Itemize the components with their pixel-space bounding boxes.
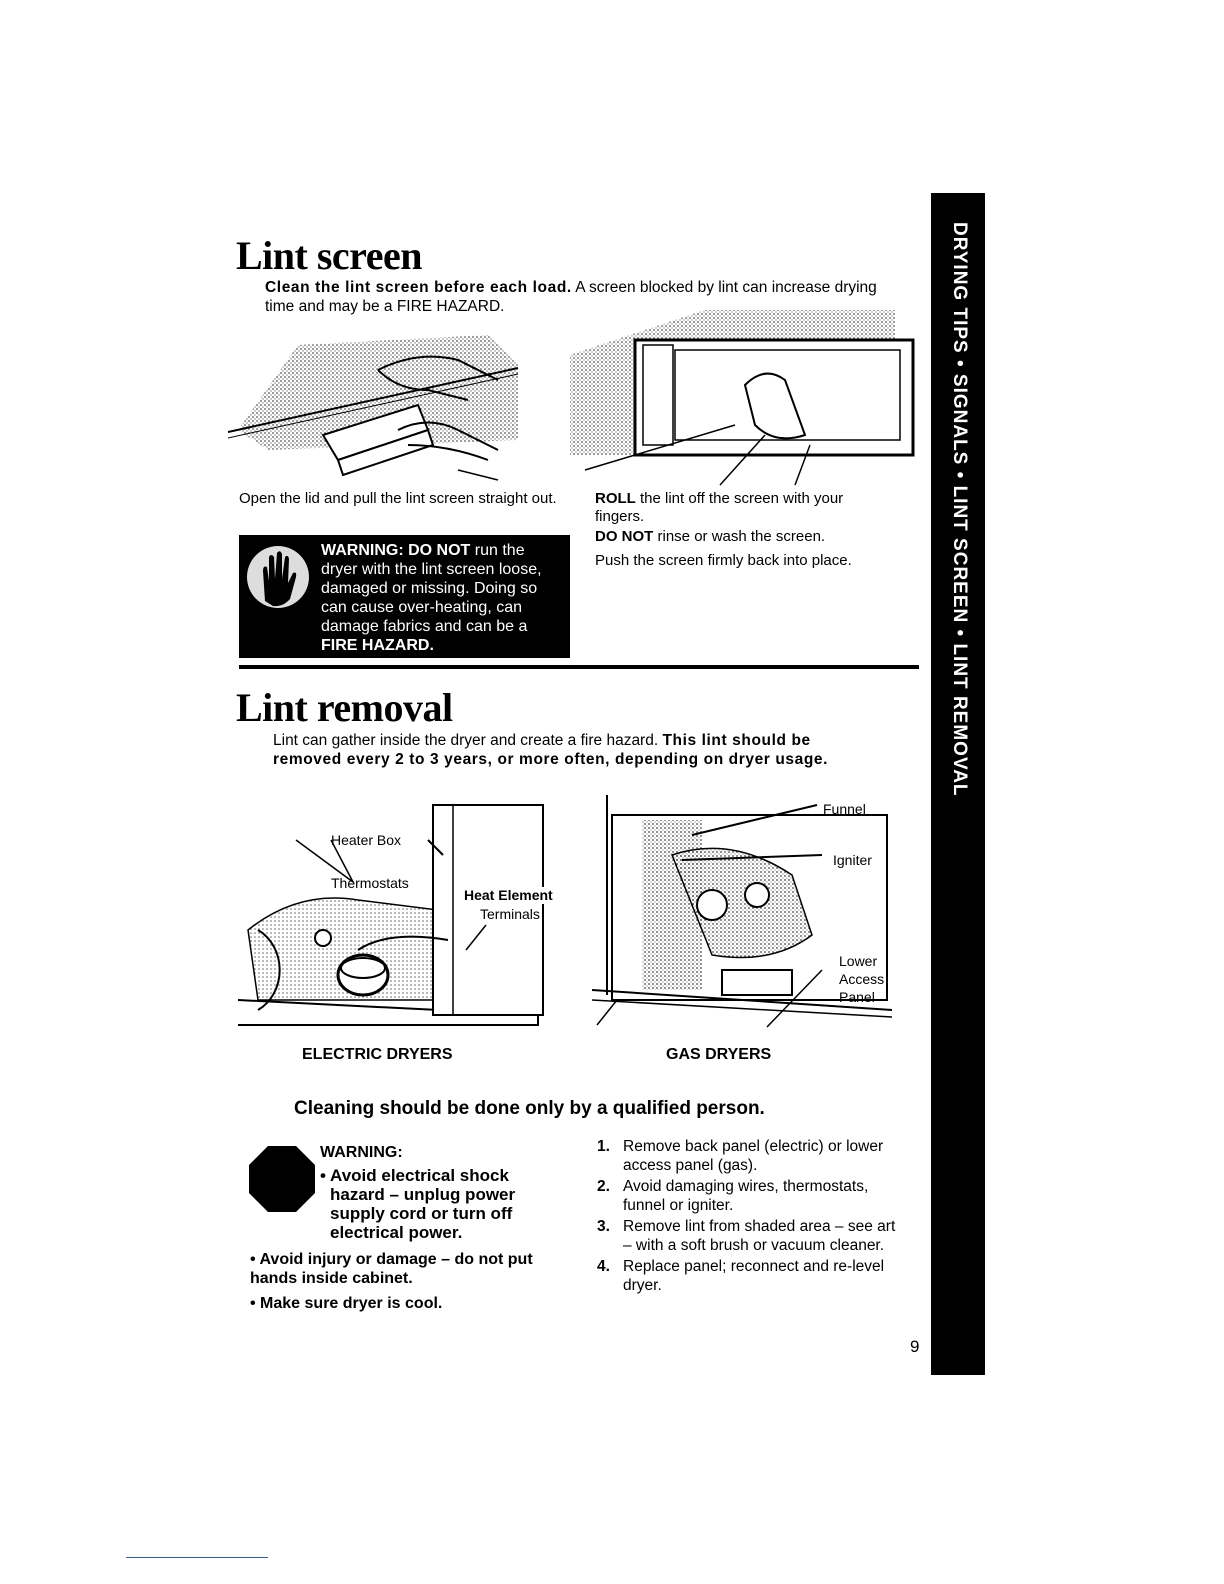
qualified-person-notice: Cleaning should be done only by a qualified person. bbox=[294, 1098, 765, 1119]
roll-bold: ROLL bbox=[595, 490, 636, 507]
section-divider bbox=[239, 665, 919, 669]
step-item bbox=[597, 1217, 897, 1255]
step-item bbox=[597, 1257, 897, 1295]
lint-removal-intro bbox=[273, 731, 883, 769]
lint-screen-heading: Lint screen bbox=[236, 233, 422, 278]
removal-warning-bullet-3: • Make sure dryer is cool. bbox=[250, 1295, 443, 1312]
funnel-label: Funnel bbox=[823, 801, 866, 817]
step-text: Avoid damaging wires, thermostats, funnel or igniter. bbox=[623, 1178, 869, 1214]
access-label: Access bbox=[839, 971, 885, 987]
roll-lint-illustration bbox=[565, 305, 920, 490]
heater-box-label: Heater Box bbox=[331, 832, 402, 848]
step-item bbox=[597, 1177, 897, 1215]
do-not-text: rinse or wash the screen. bbox=[653, 528, 826, 545]
lint-screen-warning-box bbox=[239, 535, 570, 658]
heat-element-label-2: Terminals bbox=[480, 906, 540, 922]
lint-warning-bold: WARNING: DO NOT bbox=[321, 542, 471, 559]
lint-removal-heading: Lint removal bbox=[236, 685, 453, 730]
thermostats-label: Thermostats bbox=[331, 875, 409, 891]
lint-screen-intro-bold: Clean the lint screen before each load. bbox=[265, 279, 572, 296]
removal-warning-bullet-2: • Avoid injury or damage – do not put hands inside cabinet. bbox=[250, 1251, 533, 1287]
step-number: 2. bbox=[597, 1178, 610, 1195]
roll-text: the lint off the screen with your fingers. bbox=[595, 490, 844, 525]
electric-dryers-caption: ELECTRIC DRYERS bbox=[302, 1046, 453, 1063]
gas-dryers-caption: GAS DRYERS bbox=[666, 1046, 772, 1063]
removal-warning bbox=[250, 1143, 560, 1313]
step-text: Remove lint from shaded area – see art – with a soft brush or vacuum cleaner. bbox=[623, 1218, 896, 1254]
step-number: 1. bbox=[597, 1138, 610, 1155]
page-number: 9 bbox=[910, 1337, 920, 1356]
lint-removal-intro-bold: This lint should be removed every 2 to 3 years, or more often, depending on dryer usage. bbox=[273, 732, 829, 768]
lint-warning-text bbox=[249, 541, 564, 655]
sidebar-text: DRYING TIPS • SIGNALS • LINT SCREEN • LINT REMOVAL bbox=[949, 222, 970, 797]
lower-label: Lower bbox=[839, 953, 878, 969]
step-item bbox=[597, 1137, 897, 1175]
do-not-bold: DO NOT bbox=[595, 528, 654, 545]
pull-lint-screen-illustration bbox=[228, 320, 528, 488]
lint-warning-end: FIRE HAZARD. bbox=[321, 637, 434, 654]
removal-warning-title: WARNING: bbox=[320, 1144, 403, 1161]
removal-warning-bullet-1: • Avoid electrical shock hazard – unplug power supply cord or turn off electrical power. bbox=[320, 1166, 516, 1242]
step-number: 4. bbox=[597, 1258, 610, 1275]
push-screen-text: Push the screen firmly back into place. bbox=[595, 552, 852, 569]
lint-warning-body: run the dryer with the lint screen loose, damaged or missing. Doing so can cause over-heating, can damage fabrics and can be a bbox=[321, 542, 542, 635]
step-number: 3. bbox=[597, 1218, 610, 1235]
removal-steps bbox=[597, 1137, 897, 1297]
caption-right bbox=[595, 490, 895, 570]
lint-screen-intro-text: A screen blocked by lint can increase drying time and may be a FIRE HAZARD. bbox=[265, 279, 877, 315]
igniter-label: Igniter bbox=[833, 852, 872, 868]
caption-left: Open the lid and pull the lint screen straight out. bbox=[239, 490, 557, 507]
lint-removal-intro-text: Lint can gather inside the dryer and create a fire hazard. bbox=[273, 732, 663, 749]
heat-element-label-1: Heat Element bbox=[464, 887, 553, 903]
panel-label: Panel bbox=[839, 989, 875, 1005]
footer-rule bbox=[126, 1557, 268, 1558]
step-text: Replace panel; reconnect and re-level dryer. bbox=[623, 1258, 885, 1294]
step-text: Remove back panel (electric) or lower access panel (gas). bbox=[623, 1138, 884, 1174]
